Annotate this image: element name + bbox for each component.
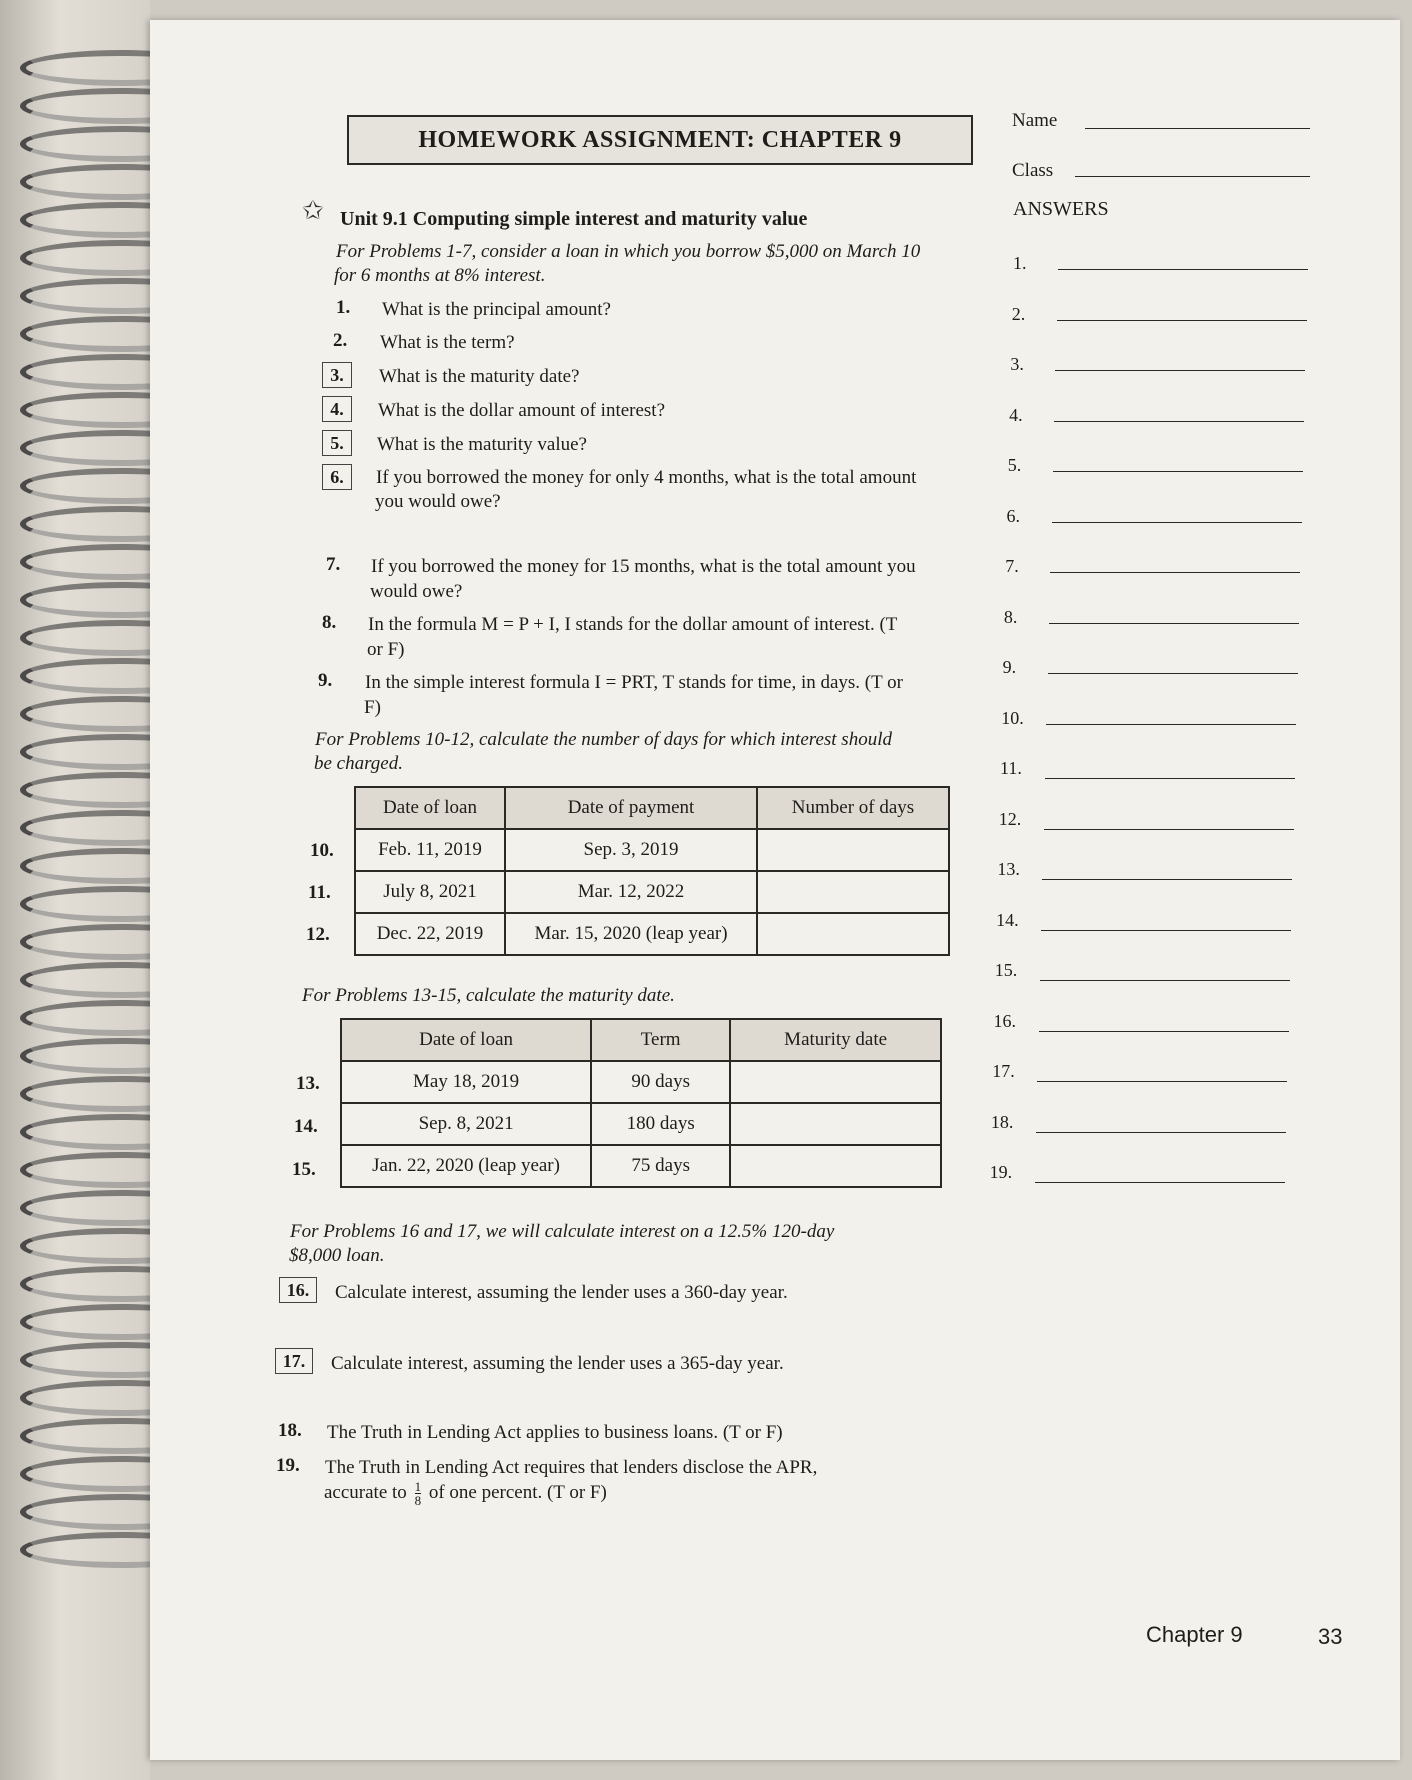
days-row-12-payment: Mar. 15, 2020 (leap year)	[505, 913, 757, 955]
answer-blank-line[interactable]	[1041, 930, 1291, 931]
question-1-text: What is the principal amount?	[382, 299, 611, 320]
days-table-header-row	[355, 787, 949, 829]
days-row-11-number: 11.	[308, 882, 331, 903]
question-4-number: 4.	[322, 396, 352, 422]
days-section-intro-line1: For Problems 10-12, calculate the number of days for which interest should	[315, 729, 892, 750]
days-header-loan: Date of loan	[355, 787, 505, 829]
answer-number: 11.	[1000, 758, 1022, 778]
answer-number: 18.	[990, 1111, 1014, 1132]
question-5-number: 5.	[322, 430, 352, 456]
fraction-denominator: 8	[414, 1493, 422, 1508]
maturity-row-13-number: 13.	[296, 1073, 320, 1094]
answer-blank-line[interactable]	[1046, 724, 1296, 725]
days-row-10-days[interactable]	[757, 829, 949, 871]
answer-number: 3.	[1010, 354, 1024, 374]
unit-intro-line2: for 6 months at 8% interest.	[334, 265, 546, 286]
days-header-days: Number of days	[757, 787, 949, 829]
question-7-line2: would owe?	[370, 581, 463, 602]
question-8-line2: or F)	[367, 639, 405, 660]
question-6-number: 6.	[322, 464, 352, 490]
question-3-number: 3.	[322, 362, 352, 388]
question-1-number: 1.	[336, 297, 351, 318]
question-9-line2: F)	[364, 697, 381, 718]
page-number: 33	[1318, 1624, 1343, 1649]
days-row-10-loan: Feb. 11, 2019	[355, 829, 505, 871]
answer-blank-line[interactable]	[1035, 1182, 1285, 1183]
question-3-text: What is the maturity date?	[379, 366, 580, 387]
question-2-number: 2.	[333, 330, 348, 351]
answer-number: 14.	[996, 909, 1019, 930]
days-row-12-days[interactable]	[757, 913, 949, 955]
fraction-numerator: 1	[414, 1479, 422, 1494]
answer-blank-line[interactable]	[1053, 471, 1303, 472]
question-16-number: 16.	[279, 1277, 317, 1303]
days-row-10-payment: Sep. 3, 2019	[505, 829, 757, 871]
footer-chapter: Chapter 9	[1146, 1622, 1243, 1647]
answer-blank-line[interactable]	[1042, 879, 1292, 880]
answer-number: 5.	[1007, 455, 1022, 475]
maturity-row-15-term: 75 days	[591, 1145, 730, 1187]
maturity-table-header-row	[341, 1019, 941, 1061]
star-mark-icon: ✩	[302, 196, 324, 225]
answer-blank-line[interactable]	[1039, 1031, 1289, 1032]
answer-blank-line[interactable]	[1048, 673, 1298, 674]
answer-blank-line[interactable]	[1052, 522, 1302, 523]
question-19-line2	[324, 1480, 607, 1507]
maturity-section-intro: For Problems 13-15, calculate the maturity date.	[302, 985, 675, 1006]
interest-section-intro-line1: For Problems 16 and 17, we will calculate interest on a 12.5% 120-day	[290, 1221, 835, 1242]
question-8-number: 8.	[322, 612, 337, 633]
question-17-number: 17.	[275, 1348, 313, 1374]
unit-intro-line1: For Problems 1-7, consider a loan in which you borrow $5,000 on March 10	[336, 241, 921, 262]
maturity-row-15-loan: Jan. 22, 2020 (leap year)	[341, 1145, 591, 1187]
question-8-line1: In the formula M = P + I, I stands for the dollar amount of interest. (T	[368, 614, 898, 635]
answer-number: 7.	[1005, 556, 1019, 576]
class-label: Class	[1012, 160, 1054, 181]
answer-blank-line[interactable]	[1037, 1081, 1287, 1082]
maturity-row-13-date[interactable]	[730, 1061, 941, 1103]
answer-blank-line[interactable]	[1036, 1132, 1286, 1133]
maturity-row-14-term: 180 days	[591, 1103, 730, 1145]
question-19-line2-end: of one percent. (T or F)	[428, 1481, 607, 1503]
question-19-line2-start: accurate to	[324, 1481, 407, 1503]
maturity-row-14-date[interactable]	[730, 1103, 941, 1145]
question-7-line1: If you borrowed the money for 15 months, what is the total amount you	[371, 556, 916, 577]
answers-heading: ANSWERS	[1013, 198, 1109, 220]
maturity-row-15-date[interactable]	[730, 1145, 941, 1187]
question-18-number: 18.	[278, 1420, 302, 1441]
answer-number: 17.	[992, 1061, 1015, 1081]
table-row	[355, 829, 949, 871]
answer-number: 16.	[993, 1010, 1016, 1031]
answer-number: 10.	[1001, 707, 1024, 728]
name-label: Name	[1012, 110, 1058, 131]
maturity-row-14-loan: Sep. 8, 2021	[341, 1103, 591, 1145]
answer-number: 2.	[1011, 303, 1026, 324]
unit-heading: Unit 9.1 Computing simple interest and maturity value	[340, 208, 808, 230]
days-section-intro-line2: be charged.	[314, 753, 403, 774]
table-row	[341, 1145, 941, 1187]
page-title: HOMEWORK ASSIGNMENT: CHAPTER 9	[347, 115, 973, 165]
answer-blank-line[interactable]	[1057, 320, 1307, 321]
question-4-text: What is the dollar amount of interest?	[378, 400, 666, 421]
maturity-row-13-loan: May 18, 2019	[341, 1061, 591, 1103]
maturity-header-date: Maturity date	[730, 1019, 941, 1061]
question-18-text: The Truth in Lending Act applies to business loans. (T or F)	[327, 1422, 783, 1443]
maturity-table	[340, 1018, 942, 1188]
question-9-line1: In the simple interest formula I = PRT, T stands for time, in days. (T or	[365, 672, 903, 693]
maturity-row-13-term: 90 days	[591, 1061, 730, 1103]
answer-blank-line[interactable]	[1058, 269, 1308, 270]
question-5-text: What is the maturity value?	[377, 434, 587, 455]
days-header-payment: Date of payment	[505, 787, 757, 829]
table-row	[355, 913, 949, 955]
answer-number: 6.	[1006, 505, 1020, 526]
days-row-12-loan: Dec. 22, 2019	[355, 913, 505, 955]
days-row-11-loan: July 8, 2021	[355, 871, 505, 913]
question-6-line1: If you borrowed the money for only 4 months, what is the total amount	[376, 467, 917, 488]
answer-number: 8.	[1003, 606, 1018, 627]
one-eighth-fraction	[415, 1480, 422, 1507]
days-row-10-number: 10.	[310, 840, 334, 861]
answer-blank-line[interactable]	[1050, 572, 1300, 573]
answer-number: 12.	[998, 808, 1022, 829]
question-7-number: 7.	[326, 554, 341, 575]
days-row-12-number: 12.	[306, 924, 330, 945]
name-field-line[interactable]	[1085, 128, 1310, 129]
table-row	[355, 871, 949, 913]
days-table	[354, 786, 950, 956]
answer-number: 15.	[994, 960, 1018, 980]
answer-number: 19.	[989, 1162, 1013, 1182]
maturity-row-14-number: 14.	[294, 1116, 318, 1137]
question-17-text: Calculate interest, assuming the lender uses a 365-day year.	[331, 1353, 784, 1374]
maturity-row-15-number: 15.	[292, 1159, 316, 1180]
answer-blank-line[interactable]	[1040, 980, 1290, 981]
days-row-11-days[interactable]	[757, 871, 949, 913]
maturity-header-loan: Date of loan	[341, 1019, 591, 1061]
answer-blank-line[interactable]	[1049, 623, 1299, 624]
days-row-11-payment: Mar. 12, 2022	[505, 871, 757, 913]
question-6-line2: you would owe?	[375, 491, 501, 512]
table-row	[341, 1061, 941, 1103]
maturity-header-term: Term	[591, 1019, 730, 1061]
question-16-text: Calculate interest, assuming the lender uses a 360-day year.	[335, 1282, 788, 1303]
answer-blank-line[interactable]	[1055, 370, 1305, 371]
question-2-text: What is the term?	[380, 332, 515, 353]
answer-number: 13.	[997, 859, 1020, 879]
interest-section-intro-line2: $8,000 loan.	[289, 1245, 385, 1266]
answer-blank-line[interactable]	[1054, 421, 1304, 422]
class-field-line[interactable]	[1075, 176, 1310, 177]
table-row	[341, 1103, 941, 1145]
question-19-number: 19.	[276, 1455, 300, 1476]
answer-number: 9.	[1002, 657, 1017, 677]
answer-number: 4.	[1009, 404, 1023, 425]
answer-number: 1.	[1013, 253, 1027, 273]
answer-blank-line[interactable]	[1044, 829, 1294, 830]
question-19-line1: The Truth in Lending Act requires that lenders disclose the APR,	[325, 1457, 818, 1478]
answer-blank-line[interactable]	[1045, 778, 1295, 779]
question-9-number: 9.	[318, 670, 333, 691]
